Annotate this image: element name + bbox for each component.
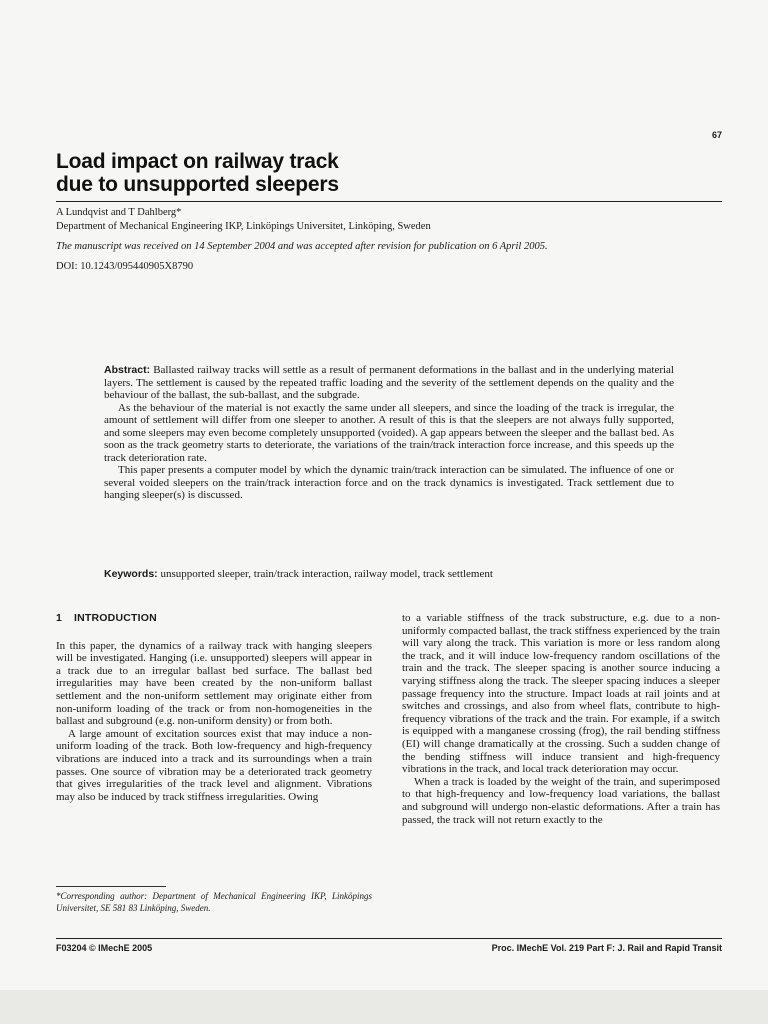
footer-journal: Proc. IMechE Vol. 219 Part F: J. Rail and Rapid Transit: [491, 943, 722, 953]
left-column: [56, 612, 372, 803]
footer-copyright: F03204 © IMechE 2005: [56, 943, 153, 953]
abstract: [104, 364, 674, 502]
body-paragraph: to a variable stiffness of the track substructure, e.g. due to a non-uniformly compacted ballast, the track stiffness experienced by the train will vary along the track. This variation is more or less random along the track, and it will induce low-frequency random oscillations of the train and the track. The sleeper spacing is another source inducing a varying stiffness along the track. The sleeper spacing induces a sleeper passage frequency into the structure. Impact loads at rail joints and at switches and crossings, and also from wheel flats, contribute to high-frequency vibrations of the track and the train. For example, if a switch is equipped with a manganese crossing (frog), the rail bending stiffness (EI) will change dramatically at the crossing. Such a sudden change of the bending stiffness will induce transient and high-frequency vibrations in the track, and local track deterioration may occur.: [402, 612, 720, 776]
scan-margin: [0, 990, 768, 1024]
body-paragraph: A large amount of excitation sources exist that may induce a non-uniform loading of the track. Both low-frequency and high-frequency vibrations are induced into a track and its surroundings when a train passes. One source of vibration may be a deteriorated track geometry that gives irregularities of the track level and alignment. Vibrations may also be induced by track stiffness irregularities. Owing: [56, 727, 372, 803]
section-heading: [56, 612, 372, 625]
title-line: due to unsupported sleepers: [56, 173, 339, 196]
article-title: [56, 150, 656, 196]
abstract-paragraph: This paper presents a computer model by which the dynamic train/track interaction can be simulated. The influence of one or several voided sleepers on the train/track interaction force and on the track dynamics is investigated. Track settlement due to hanging sleeper(s) is discussed.: [104, 464, 674, 501]
authors: A Lundqvist and T Dahlberg*: [56, 207, 182, 218]
page-number: 67: [711, 130, 722, 140]
keywords-label: Keywords:: [104, 568, 158, 580]
keywords: [104, 568, 704, 581]
footnote: *Corresponding author: Department of Mechanical Engineering IKP, Linköpings Universitet, SE 581 83 Linköping, Sweden.: [56, 891, 372, 913]
footer-rule: [56, 938, 722, 939]
doi: DOI: 10.1243/095440905X8790: [56, 261, 194, 272]
abstract-paragraph: [104, 364, 674, 402]
title-rule: [56, 201, 722, 202]
keywords-text: unsupported sleeper, train/track interaction, railway model, track settlement: [160, 568, 493, 580]
received-note: The manuscript was received on 14 September 2004 and was accepted after revision for publication on 6 April 2005.: [56, 241, 548, 252]
affiliation: Department of Mechanical Engineering IKP, Linköpings Universitet, Linköping, Sweden: [56, 221, 431, 232]
abstract-text: Ballasted railway tracks will settle as a result of permanent deformations in the ballast and in the underlying material layers. The settlement is caused by the repeated traffic loading and the severity of the settlement depends on the quality and the behaviour of the ballast, the sub-ballast, and the subgrade.: [104, 364, 674, 401]
footnote-rule: [56, 886, 166, 887]
right-column: [402, 612, 720, 826]
abstract-paragraph: As the behaviour of the material is not exactly the same under all sleepers, and since the loading of the track is irregular, the amount of settlement will differ from one sleeper to another. A result of this is that the sleepers are not always fully supported, and some sleepers may even become completely unsupported (voided). A gap appears between the sleeper and the ballast bed. As soon as the track geometry starts to deteriorate, the variations of the train/track interaction force increase, and this speeds up the track deterioration rate.: [104, 401, 674, 464]
body-paragraph: In this paper, the dynamics of a railway track with hanging sleepers will be investigated. Hanging (i.e. unsupported) sleepers will appear in a track due to an irregular ballast bed surface. The ballast bed irregularities may have been created by the non-uniform ballast settlement and the non-uniform settlement may originate either from non-uniform loading of the track or from non-homogeneities in the ballast and subground (e.g. non-uniform density) or from both.: [56, 639, 372, 728]
section-title: INTRODUCTION: [74, 612, 157, 624]
section-number: 1: [56, 612, 63, 624]
body-paragraph: When a track is loaded by the weight of the train, and superimposed to that high-frequency and low-frequency load variations, the ballast and subground will undergo non-elastic deformations. After a train has passed, the track will not return exactly to the: [402, 775, 720, 826]
abstract-label: Abstract:: [104, 364, 151, 376]
title-line: Load impact on railway track: [56, 150, 339, 173]
